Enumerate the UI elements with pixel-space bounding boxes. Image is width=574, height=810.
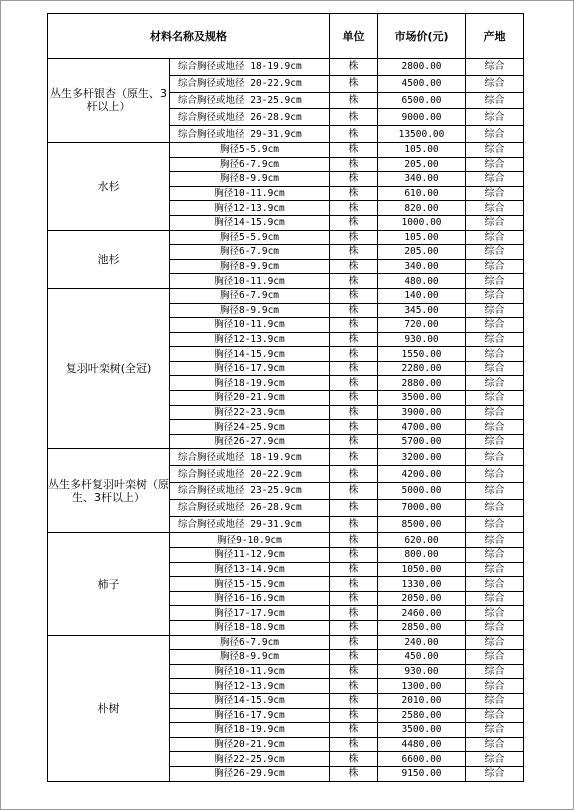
unit-cell: 株	[330, 723, 378, 738]
price-cell: 4500.00	[378, 75, 466, 92]
origin-cell: 综合	[466, 215, 524, 230]
species-name-cell: 丛生多杆银杏（原生、3杆以上）	[48, 59, 170, 143]
spec-cell: 综合胸径或地径 23-25.9cm	[170, 92, 330, 109]
origin-cell: 综合	[466, 376, 524, 391]
origin-cell: 综合	[466, 303, 524, 318]
unit-cell: 株	[330, 650, 378, 665]
origin-cell: 综合	[466, 693, 524, 708]
unit-cell: 株	[330, 92, 378, 109]
spec-cell: 胸径11-12.9cm	[170, 548, 330, 563]
origin-cell: 综合	[466, 245, 524, 260]
price-cell: 2800.00	[378, 59, 466, 76]
price-cell: 930.00	[378, 664, 466, 679]
species-name-cell: 朴树	[48, 635, 170, 781]
origin-cell: 综合	[466, 201, 524, 216]
price-cell: 930.00	[378, 332, 466, 347]
unit-cell: 株	[330, 420, 378, 435]
origin-cell: 综合	[466, 679, 524, 694]
origin-cell: 综合	[466, 591, 524, 606]
spec-cell: 胸径22-23.9cm	[170, 405, 330, 420]
spec-cell: 综合胸径或地径 20-22.9cm	[170, 75, 330, 92]
table-row	[48, 533, 524, 548]
origin-cell: 综合	[466, 664, 524, 679]
unit-cell: 株	[330, 215, 378, 230]
species-name-cell: 水杉	[48, 142, 170, 230]
unit-cell: 株	[330, 230, 378, 245]
price-cell: 1050.00	[378, 562, 466, 577]
spec-cell: 胸径6-7.9cm	[170, 157, 330, 172]
price-cell: 4700.00	[378, 420, 466, 435]
price-cell: 9150.00	[378, 766, 466, 781]
origin-cell: 综合	[466, 186, 524, 201]
unit-cell: 株	[330, 516, 378, 533]
price-cell: 2460.00	[378, 606, 466, 621]
origin-cell: 综合	[466, 230, 524, 245]
price-cell: 3500.00	[378, 391, 466, 406]
price-cell: 9000.00	[378, 109, 466, 126]
origin-cell: 综合	[466, 391, 524, 406]
unit-cell: 株	[330, 201, 378, 216]
origin-cell: 综合	[466, 259, 524, 274]
spec-cell: 胸径5-5.9cm	[170, 142, 330, 157]
unit-cell: 株	[330, 59, 378, 76]
origin-cell: 综合	[466, 405, 524, 420]
spec-cell: 胸径16-17.9cm	[170, 708, 330, 723]
origin-cell: 综合	[466, 516, 524, 533]
price-cell: 5700.00	[378, 434, 466, 449]
spec-cell: 胸径6-7.9cm	[170, 635, 330, 650]
spec-cell: 综合胸径或地径 18-19.9cm	[170, 59, 330, 76]
unit-cell: 株	[330, 405, 378, 420]
spec-cell: 胸径26-29.9cm	[170, 766, 330, 781]
spec-cell: 胸径18-18.9cm	[170, 621, 330, 636]
spec-cell: 胸径10-11.9cm	[170, 186, 330, 201]
price-cell: 105.00	[378, 230, 466, 245]
unit-cell: 株	[330, 288, 378, 303]
header-price: 市场价(元)	[378, 14, 466, 59]
origin-cell: 综合	[466, 708, 524, 723]
spec-cell: 胸径15-15.9cm	[170, 577, 330, 592]
header-origin: 产地	[466, 14, 524, 59]
spec-cell: 胸径12-13.9cm	[170, 332, 330, 347]
unit-cell: 株	[330, 621, 378, 636]
price-cell: 3500.00	[378, 723, 466, 738]
unit-cell: 株	[330, 376, 378, 391]
unit-cell: 株	[330, 577, 378, 592]
spec-cell: 胸径20-21.9cm	[170, 391, 330, 406]
unit-cell: 株	[330, 591, 378, 606]
price-cell: 8500.00	[378, 516, 466, 533]
table-body	[48, 59, 524, 782]
spec-cell: 胸径10-11.9cm	[170, 274, 330, 289]
origin-cell: 综合	[466, 318, 524, 333]
spec-cell: 胸径8-9.9cm	[170, 650, 330, 665]
price-cell: 450.00	[378, 650, 466, 665]
spec-cell: 胸径12-13.9cm	[170, 201, 330, 216]
origin-cell: 综合	[466, 650, 524, 665]
unit-cell: 株	[330, 274, 378, 289]
price-cell: 240.00	[378, 635, 466, 650]
price-cell: 720.00	[378, 318, 466, 333]
species-name-cell: 池杉	[48, 230, 170, 288]
price-cell: 3900.00	[378, 405, 466, 420]
species-name-cell: 复羽叶栾树(全冠)	[48, 288, 170, 449]
spec-cell: 胸径9-10.9cm	[170, 533, 330, 548]
price-cell: 620.00	[378, 533, 466, 548]
unit-cell: 株	[330, 361, 378, 376]
price-cell: 800.00	[378, 548, 466, 563]
price-cell: 480.00	[378, 274, 466, 289]
origin-cell: 综合	[466, 75, 524, 92]
origin-cell: 综合	[466, 466, 524, 483]
origin-cell: 综合	[466, 109, 524, 126]
origin-cell: 综合	[466, 752, 524, 767]
unit-cell: 株	[330, 708, 378, 723]
spec-cell: 胸径8-9.9cm	[170, 303, 330, 318]
unit-cell: 株	[330, 245, 378, 260]
price-cell: 340.00	[378, 259, 466, 274]
spec-cell: 综合胸径或地径 20-22.9cm	[170, 466, 330, 483]
spec-cell: 胸径14-15.9cm	[170, 693, 330, 708]
unit-cell: 株	[330, 347, 378, 362]
table-row	[48, 142, 524, 157]
spec-cell: 综合胸径或地径 18-19.9cm	[170, 449, 330, 466]
origin-cell: 综合	[466, 126, 524, 143]
unit-cell: 株	[330, 186, 378, 201]
price-cell: 2010.00	[378, 693, 466, 708]
price-cell: 2280.00	[378, 361, 466, 376]
unit-cell: 株	[330, 664, 378, 679]
price-cell: 820.00	[378, 201, 466, 216]
unit-cell: 株	[330, 606, 378, 621]
origin-cell: 综合	[466, 766, 524, 781]
table-header-row	[48, 14, 524, 59]
price-cell: 4480.00	[378, 737, 466, 752]
unit-cell: 株	[330, 737, 378, 752]
spec-cell: 胸径10-11.9cm	[170, 664, 330, 679]
table-row	[48, 635, 524, 650]
price-cell: 345.00	[378, 303, 466, 318]
unit-cell: 株	[330, 752, 378, 767]
unit-cell: 株	[330, 533, 378, 548]
origin-cell: 综合	[466, 172, 524, 187]
price-cell: 205.00	[378, 245, 466, 260]
spec-cell: 胸径20-21.9cm	[170, 737, 330, 752]
unit-cell: 株	[330, 332, 378, 347]
unit-cell: 株	[330, 303, 378, 318]
table-row	[48, 59, 524, 76]
price-cell: 1550.00	[378, 347, 466, 362]
header-material-name: 材料名称及规格	[48, 14, 330, 59]
unit-cell: 株	[330, 466, 378, 483]
unit-cell: 株	[330, 434, 378, 449]
spec-cell: 胸径8-9.9cm	[170, 259, 330, 274]
origin-cell: 综合	[466, 577, 524, 592]
price-cell: 1330.00	[378, 577, 466, 592]
price-cell: 340.00	[378, 172, 466, 187]
species-name-cell: 丛生多杆复羽叶栾树（原生、3杆以上）	[48, 449, 170, 533]
spec-cell: 综合胸径或地径 26-28.9cm	[170, 499, 330, 516]
price-cell: 3200.00	[378, 449, 466, 466]
unit-cell: 株	[330, 562, 378, 577]
origin-cell: 综合	[466, 434, 524, 449]
origin-cell: 综合	[466, 606, 524, 621]
spec-cell: 胸径6-7.9cm	[170, 245, 330, 260]
spec-cell: 综合胸径或地径 23-25.9cm	[170, 483, 330, 500]
spec-cell: 胸径8-9.9cm	[170, 172, 330, 187]
price-cell: 105.00	[378, 142, 466, 157]
unit-cell: 株	[330, 142, 378, 157]
price-cell: 7000.00	[378, 499, 466, 516]
spec-cell: 综合胸径或地径 26-28.9cm	[170, 109, 330, 126]
origin-cell: 综合	[466, 449, 524, 466]
origin-cell: 综合	[466, 59, 524, 76]
price-cell: 13500.00	[378, 126, 466, 143]
unit-cell: 株	[330, 766, 378, 781]
spec-cell: 胸径5-5.9cm	[170, 230, 330, 245]
price-cell: 2580.00	[378, 708, 466, 723]
spec-cell: 综合胸径或地径 29-31.9cm	[170, 516, 330, 533]
spec-cell: 胸径26-27.9cm	[170, 434, 330, 449]
origin-cell: 综合	[466, 621, 524, 636]
unit-cell: 株	[330, 548, 378, 563]
origin-cell: 综合	[466, 635, 524, 650]
unit-cell: 株	[330, 679, 378, 694]
origin-cell: 综合	[466, 548, 524, 563]
price-cell: 205.00	[378, 157, 466, 172]
origin-cell: 综合	[466, 483, 524, 500]
unit-cell: 株	[330, 318, 378, 333]
origin-cell: 综合	[466, 420, 524, 435]
unit-cell: 株	[330, 499, 378, 516]
price-cell: 6500.00	[378, 92, 466, 109]
unit-cell: 株	[330, 693, 378, 708]
spec-cell: 胸径13-14.9cm	[170, 562, 330, 577]
price-cell: 140.00	[378, 288, 466, 303]
table-row	[48, 230, 524, 245]
spec-cell: 胸径14-15.9cm	[170, 347, 330, 362]
table-row	[48, 449, 524, 466]
spec-cell: 胸径14-15.9cm	[170, 215, 330, 230]
unit-cell: 株	[330, 483, 378, 500]
origin-cell: 综合	[466, 347, 524, 362]
price-cell: 2850.00	[378, 621, 466, 636]
unit-cell: 株	[330, 391, 378, 406]
spec-cell: 胸径6-7.9cm	[170, 288, 330, 303]
origin-cell: 综合	[466, 157, 524, 172]
origin-cell: 综合	[466, 723, 524, 738]
spec-cell: 综合胸径或地径 29-31.9cm	[170, 126, 330, 143]
unit-cell: 株	[330, 75, 378, 92]
origin-cell: 综合	[466, 288, 524, 303]
origin-cell: 综合	[466, 562, 524, 577]
spec-cell: 胸径16-17.9cm	[170, 361, 330, 376]
spec-cell: 胸径16-16.9cm	[170, 591, 330, 606]
species-name-cell: 柿子	[48, 533, 170, 635]
header-unit: 单位	[330, 14, 378, 59]
spec-cell: 胸径18-19.9cm	[170, 376, 330, 391]
price-cell: 2050.00	[378, 591, 466, 606]
origin-cell: 综合	[466, 533, 524, 548]
price-cell: 1000.00	[378, 215, 466, 230]
spec-cell: 胸径12-13.9cm	[170, 679, 330, 694]
origin-cell: 综合	[466, 737, 524, 752]
origin-cell: 综合	[466, 361, 524, 376]
price-cell: 5000.00	[378, 483, 466, 500]
unit-cell: 株	[330, 635, 378, 650]
spec-cell: 胸径10-11.9cm	[170, 318, 330, 333]
origin-cell: 综合	[466, 332, 524, 347]
origin-cell: 综合	[466, 274, 524, 289]
unit-cell: 株	[330, 157, 378, 172]
spec-cell: 胸径22-25.9cm	[170, 752, 330, 767]
price-cell: 4200.00	[378, 466, 466, 483]
table-row	[48, 288, 524, 303]
unit-cell: 株	[330, 109, 378, 126]
unit-cell: 株	[330, 259, 378, 274]
origin-cell: 综合	[466, 499, 524, 516]
price-table	[47, 13, 524, 782]
spec-cell: 胸径24-25.9cm	[170, 420, 330, 435]
price-cell: 610.00	[378, 186, 466, 201]
price-cell: 2880.00	[378, 376, 466, 391]
price-cell: 1300.00	[378, 679, 466, 694]
spec-cell: 胸径18-19.9cm	[170, 723, 330, 738]
spec-cell: 胸径17-17.9cm	[170, 606, 330, 621]
unit-cell: 株	[330, 449, 378, 466]
origin-cell: 综合	[466, 142, 524, 157]
origin-cell: 综合	[466, 92, 524, 109]
unit-cell: 株	[330, 126, 378, 143]
price-cell: 6600.00	[378, 752, 466, 767]
unit-cell: 株	[330, 172, 378, 187]
